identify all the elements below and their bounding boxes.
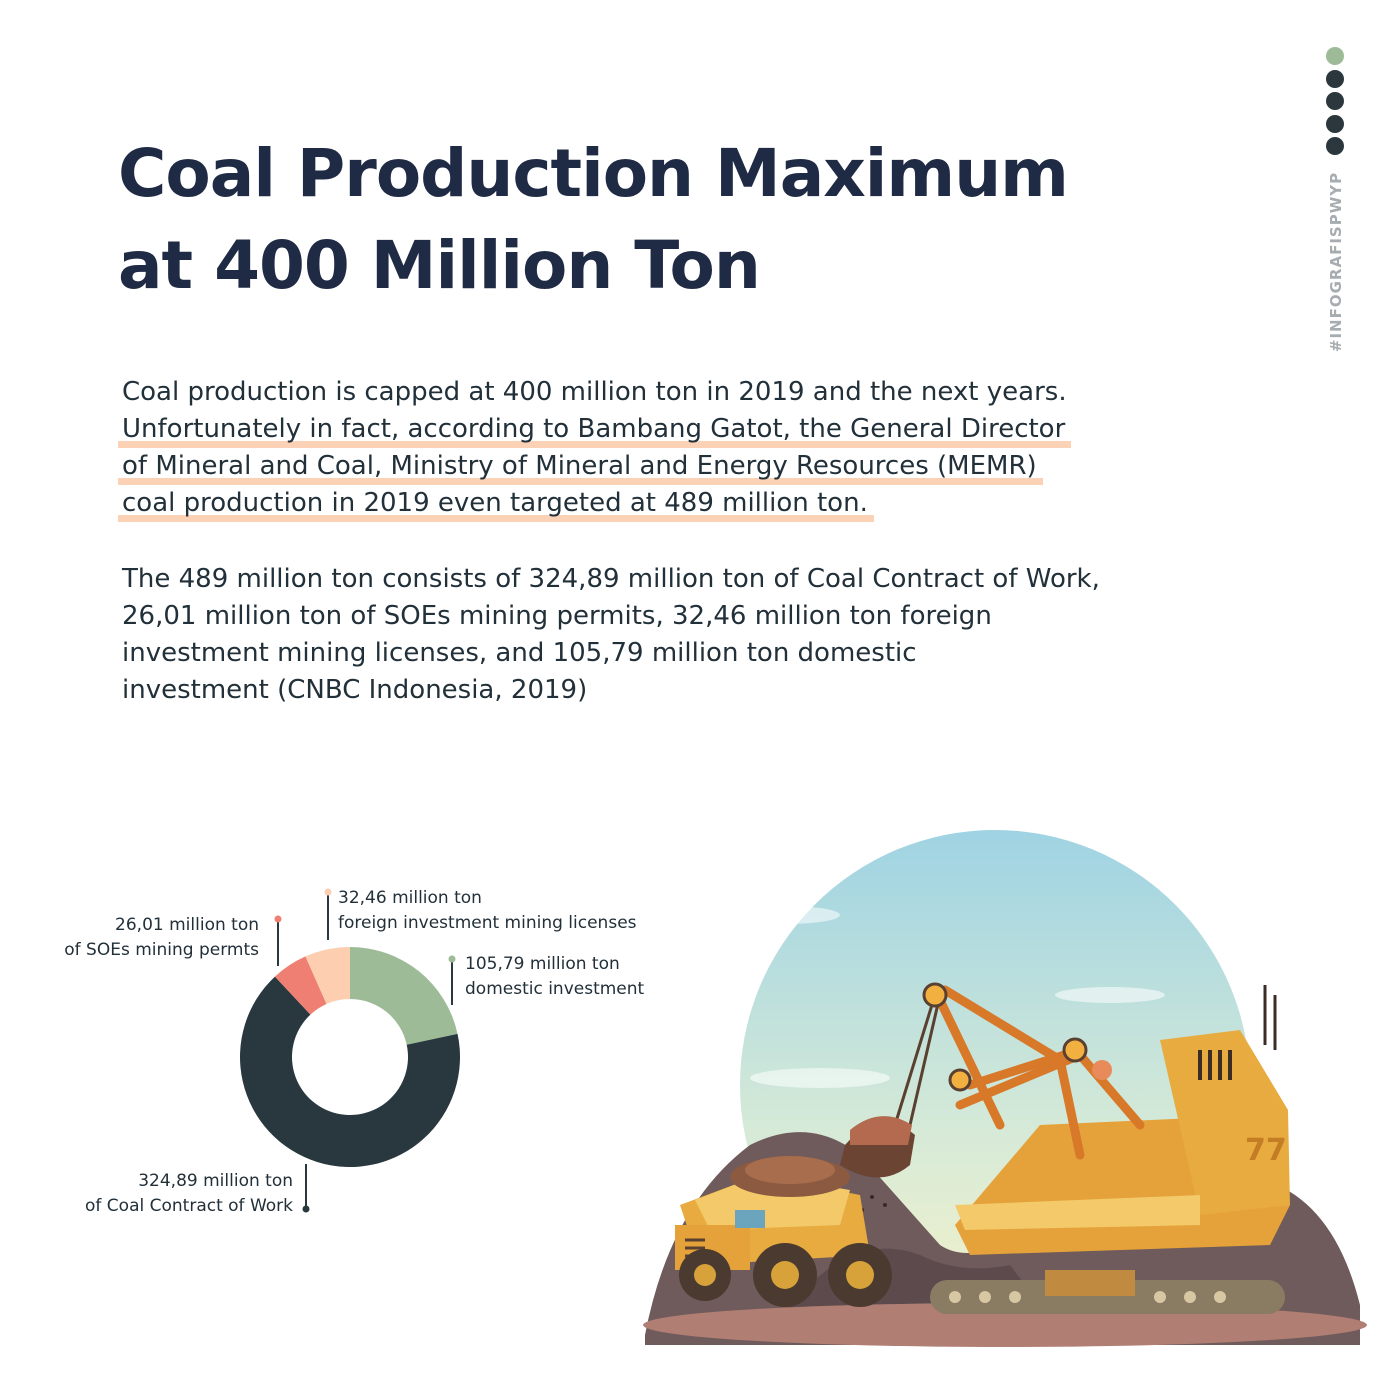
- intro-paragraph: [122, 374, 1182, 522]
- intro-highlight-line-2: of Mineral and Coal, Ministry of Mineral and Energy Resources (MEMR): [118, 448, 1043, 485]
- slice-label: of SOEs mining permts: [64, 940, 259, 960]
- breakdown-line-2: 26,01 million ton of SOEs mining permits, 32,46 million ton foreign: [122, 601, 992, 631]
- breakdown-line-3: investment mining licenses, and 105,79 million ton domestic: [122, 638, 917, 668]
- slice-label: 32,46 million ton: [338, 888, 482, 908]
- slice-label: 324,89 million ton: [138, 1171, 293, 1191]
- page-dot: [1326, 137, 1344, 155]
- slice-label: 26,01 million ton: [115, 915, 259, 935]
- callout-dot: [275, 916, 282, 923]
- page-dot: [1326, 92, 1344, 110]
- breakdown-paragraph: [122, 561, 1182, 709]
- intro-highlight-line-3: coal production in 2019 even targeted at 489 million ton.: [118, 485, 874, 522]
- page-indicator: [1326, 47, 1346, 160]
- page-dot: [1326, 47, 1344, 65]
- donut-chart: [0, 860, 700, 1240]
- intro-line-plain: Coal production is capped at 400 million ton in 2019 and the next years.: [122, 377, 1067, 407]
- mining-illustration: [640, 825, 1370, 1365]
- callout-dot: [449, 956, 456, 963]
- page-title: [118, 128, 1118, 312]
- donut-slice: [350, 947, 458, 1045]
- intro-highlight-line-1: Unfortunately in fact, according to Bambang Gatot, the General Director: [118, 411, 1071, 448]
- breakdown-line-1: The 489 million ton consists of 324,89 million ton of Coal Contract of Work,: [122, 564, 1100, 594]
- title-line-1: Coal Production Maximum: [118, 135, 1068, 212]
- breakdown-line-4: investment (CNBC Indonesia, 2019): [122, 675, 588, 705]
- slice-label: domestic investment: [465, 979, 645, 999]
- callout-dot: [325, 889, 332, 896]
- slice-label: 105,79 million ton: [465, 954, 620, 974]
- svg-text:77: 77: [1245, 1133, 1287, 1168]
- page-dot: [1326, 115, 1344, 133]
- hashtag-label: #INFOGRAFISPWYP: [1327, 171, 1345, 353]
- title-line-2: at 400 Million Ton: [118, 227, 760, 304]
- slice-label: foreign investment mining licenses: [338, 913, 637, 933]
- slice-label: of Coal Contract of Work: [85, 1196, 293, 1216]
- page-dot: [1326, 70, 1344, 88]
- callout-dot: [303, 1206, 310, 1213]
